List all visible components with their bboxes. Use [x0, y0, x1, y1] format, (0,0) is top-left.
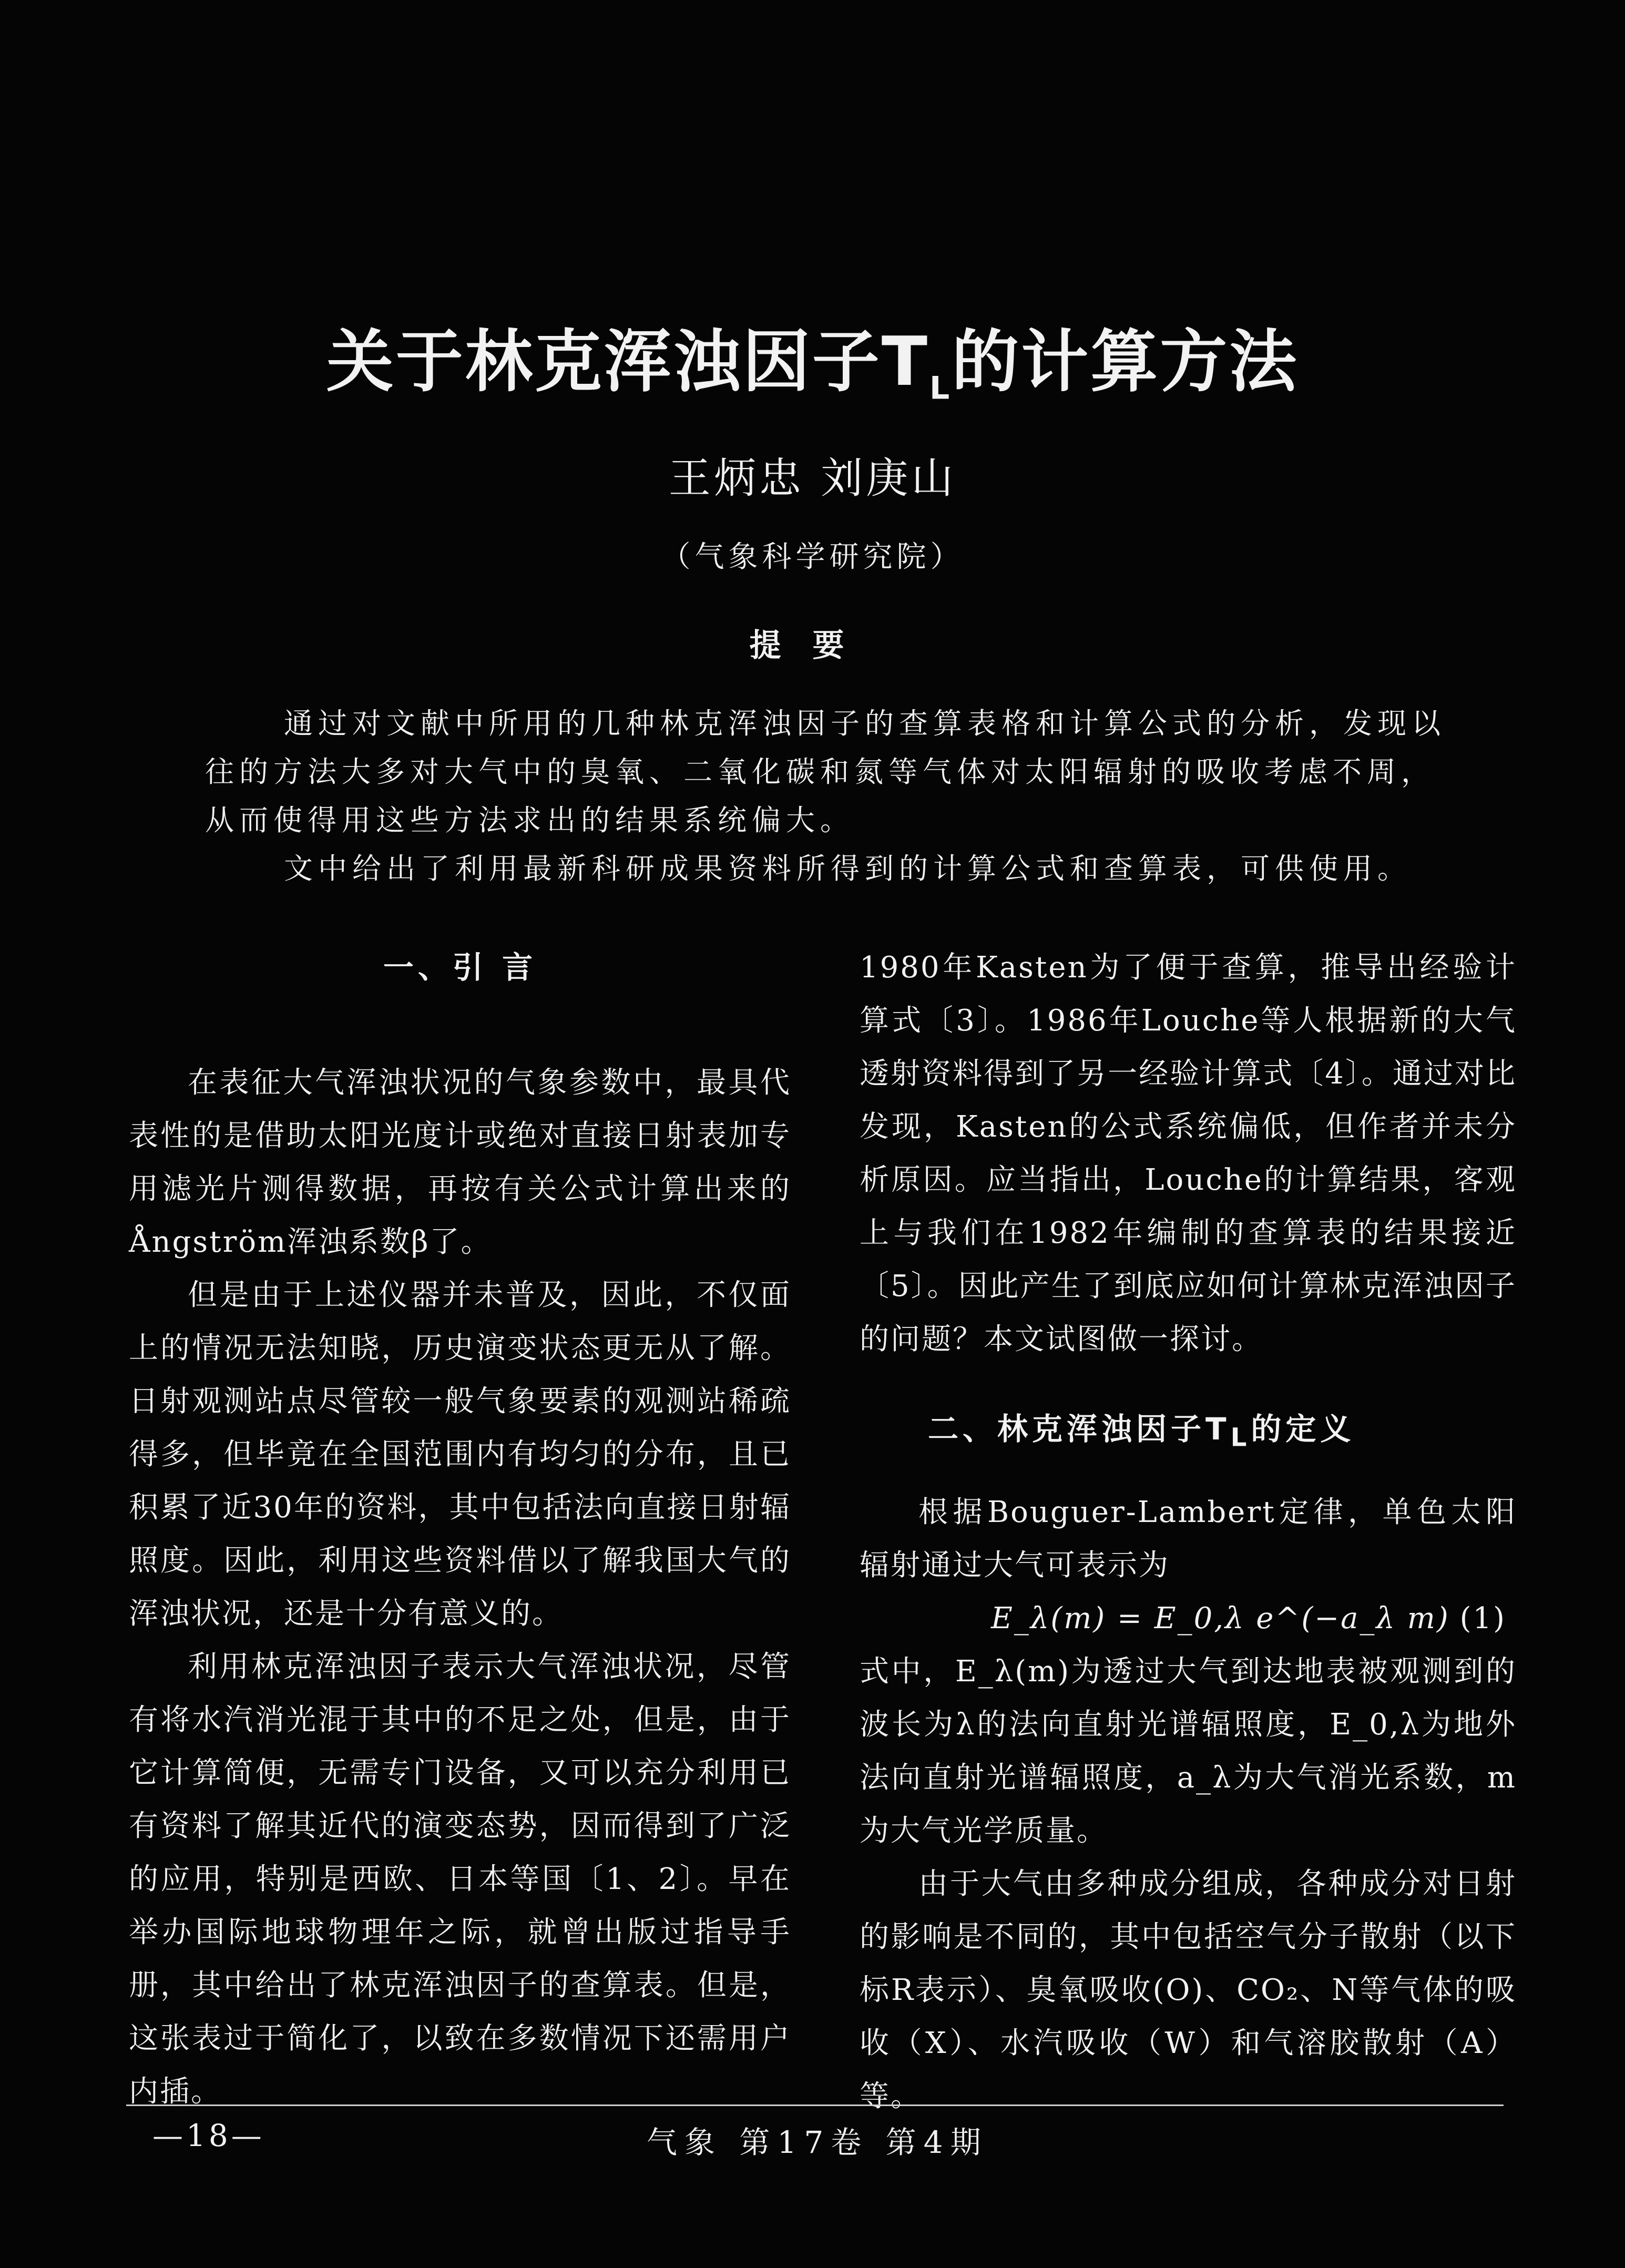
abstract	[205, 699, 1467, 893]
left-column	[129, 941, 791, 2118]
section2-heading-subscript: L	[1230, 1423, 1251, 1453]
equation-formula: E_λ(m) = E_0,λ e^(−a_λ m)	[991, 1601, 1450, 1636]
body-paragraph: 由于大气由多种成分组成，各种成分对日射的影响是不同的，其中包括空气分子散射（以下标R表示）、臭氧吸收(O)、CO₂、N等气体的吸收（X）、水汽吸收（W）和气溶胶散射（A）等。	[860, 1866, 1517, 2113]
section-heading-definition	[860, 1403, 1517, 1465]
title-subscript: L	[929, 370, 952, 407]
authors: 王炳忠 刘庚山	[668, 454, 957, 503]
equation-number: (1)	[1459, 1601, 1506, 1636]
section-heading-introduction: 一、引 言	[383, 949, 537, 985]
page-number: —18—	[152, 2118, 265, 2153]
body-paragraph: 在表征大气浑浊状况的气象参数中，最具代表性的是借助太阳光度计或绝对直接日射表加专用滤光片测得数据，再按有关公式计算出来的Ångström浑浊系数β了。	[129, 1066, 791, 1259]
journal-info: 气象 第17卷 第4期	[647, 2124, 988, 2160]
body-paragraph: 式中，E_λ(m)为透过大气到达地表被观测到的波长为λ的法向直射光谱辐照度，E_0,λ为地外法向直射光谱辐照度，a_λ为大气消光系数，m为大气光学质量。	[860, 1654, 1517, 1848]
section2-heading-tail: 的定义	[1251, 1411, 1355, 1447]
right-column	[860, 941, 1517, 2123]
body-paragraph: 但是由于上述仪器并未普及，因此，不仅面上的情况无法知晓，历史演变状态更无从了解。日射观测站点尽管较一般气象要素的观测站稀疏得多，但毕竟在全国范围内有均匀的分布，且已积累了近30年的资料，其中包括法向直接日射辐照度。因此，利用这些资料借以了解我国大气的浑浊状况，还是十分有意义的。	[129, 1278, 791, 1631]
footer-divider	[126, 2104, 1504, 2106]
abstract-paragraph: 通过对文献中所用的几种林克浑浊因子的查算表格和计算公式的分析，发现以往的方法大多对大气中的臭氧、二氧化碳和氮等气体对太阳辐射的吸收考虑不周，从而使得用这些方法求出的结果系统偏大。	[205, 707, 1446, 837]
paper-title	[0, 308, 1625, 407]
body-paragraph: 根据Bouguer-Lambert定律，单色太阳辐射通过大气可表示为	[860, 1495, 1517, 1582]
title-tail: 的计算方法	[952, 323, 1299, 401]
section2-heading-main: 二、林克浑浊因子T	[928, 1411, 1231, 1447]
title-main: 关于林克浑浊因子T	[326, 323, 930, 401]
body-paragraph: 利用林克浑浊因子表示大气浑浊状况，尽管有将水汽消光混于其中的不足之处，但是，由于它计算简便，无需专门设备，又可以充分利用已有资料了解其近代的演变态势，因而得到了广泛的应用，特别是西欧、日本等国〔1、2〕。早在举办国际地球物理年之际，就曾出版过指导手册，其中给出了林克浑浊因子的查算表。但是，这张表过于简化了，以致在多数情况下还需用户内插。	[129, 1650, 791, 2109]
affiliation: （气象科学研究院）	[661, 540, 964, 574]
body-paragraph: 1980年Kasten为了便于查算，推导出经验计算式〔3〕。1986年Louche等人根据新的大气透射资料得到了另一经验计算式〔4〕。通过对比发现，Kasten的公式系统偏低，但作者并未分析原因。应当指出，Louche的计算结果，客观上与我们在1982年编制的查算表的结果接近〔5〕。因此产生了到底应如何计算林克浑浊因子的问题？本文试图做一探讨。	[860, 951, 1517, 1356]
abstract-paragraph: 文中给出了利用最新科研成果资料所得到的计算公式和查算表，可供使用。	[284, 852, 1412, 885]
equation-1	[860, 1592, 1517, 1645]
abstract-heading: 提要	[749, 627, 876, 664]
